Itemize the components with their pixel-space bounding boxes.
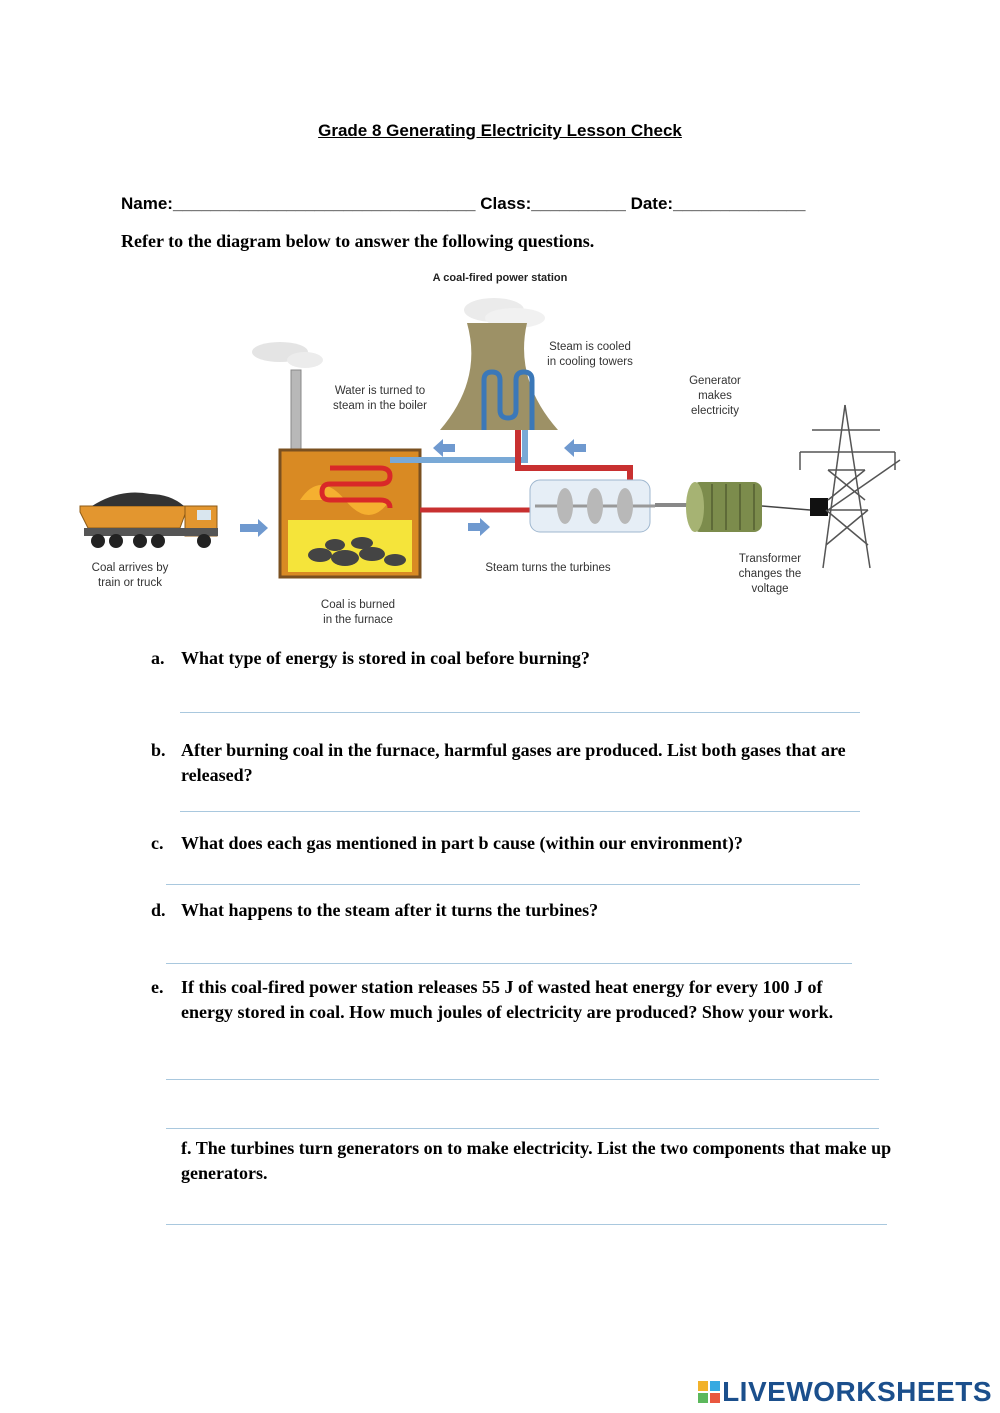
turbine xyxy=(530,480,655,532)
answer-line-e2[interactable] xyxy=(166,1128,879,1129)
question-text: After burning coal in the furnace, harmful gases are produced. List both gases that are released? xyxy=(181,740,846,785)
header-line xyxy=(121,194,805,214)
answer-line-a[interactable] xyxy=(180,712,860,713)
label-coal-arrives: Coal arrives by train or truck xyxy=(91,562,169,589)
question-letter: b. xyxy=(151,740,166,760)
name-label: Name: xyxy=(121,194,173,213)
question-c xyxy=(151,831,861,861)
answer-line-d[interactable] xyxy=(166,963,852,964)
label-transformer: Transformer changes the voltage xyxy=(738,553,802,595)
name-blank[interactable]: ________________________________ xyxy=(172,194,476,213)
question-e xyxy=(151,975,871,1055)
question-text: What happens to the steam after it turns the turbines? xyxy=(181,900,599,920)
question-text: If this coal-fired power station releases 55 J of wasted heat energy for every 100 J of energy stored in coal. How much joules of electricity are produced? Show your work. xyxy=(181,977,834,1022)
question-text xyxy=(151,1136,906,1186)
answer-line-b[interactable] xyxy=(180,811,860,812)
question-b xyxy=(151,738,861,793)
answer-line-f[interactable] xyxy=(166,1224,887,1225)
question-text: What type of energy is stored in coal before burning? xyxy=(181,648,590,668)
class-label: Class: xyxy=(480,194,532,213)
question-f xyxy=(151,1136,892,1191)
label-water-steam: Water is turned to steam in the boiler xyxy=(333,385,427,412)
liveworksheets-icon xyxy=(698,1381,720,1403)
coal-truck xyxy=(80,493,218,549)
intro-text: Refer to the diagram below to answer the following questions. xyxy=(121,231,595,251)
liveworksheets-logo xyxy=(698,1376,992,1408)
furnace xyxy=(280,450,420,577)
question-d xyxy=(151,898,861,928)
question-letter: f. xyxy=(181,1138,192,1158)
chimney xyxy=(252,342,323,452)
label-coal-burned: Coal is burned in the furnace xyxy=(320,599,396,626)
question-a xyxy=(151,646,861,676)
diagram-title: A coal-fired power station xyxy=(432,272,568,284)
answer-line-c[interactable] xyxy=(166,884,860,885)
question-letter: e. xyxy=(151,977,164,997)
question-letter: d. xyxy=(151,900,166,920)
question-letter: a. xyxy=(151,648,165,668)
pylon xyxy=(800,405,900,568)
transformer xyxy=(762,498,828,516)
date-label: Date: xyxy=(630,194,674,213)
question-text: What does each gas mentioned in part b cause (within our environment)? xyxy=(181,833,743,853)
label-steam-turbines: Steam turns the turbines xyxy=(485,562,611,574)
answer-line-e1[interactable] xyxy=(166,1079,879,1080)
date-blank[interactable]: ______________ xyxy=(673,194,806,213)
label-generator: Generator makes electricity xyxy=(689,375,741,417)
generator xyxy=(686,482,762,532)
class-blank[interactable]: __________ xyxy=(531,194,626,213)
brand-text: LIVEWORKSHEETS xyxy=(722,1376,992,1407)
question-f-body: The turbines turn generators on to make electricity. List the two components that make up generators. xyxy=(181,1138,892,1183)
page-title: Grade 8 Generating Electricity Lesson Check xyxy=(318,121,682,140)
question-letter: c. xyxy=(151,833,164,853)
label-steam-cooled: Steam is cooled in cooling towers xyxy=(547,341,633,368)
